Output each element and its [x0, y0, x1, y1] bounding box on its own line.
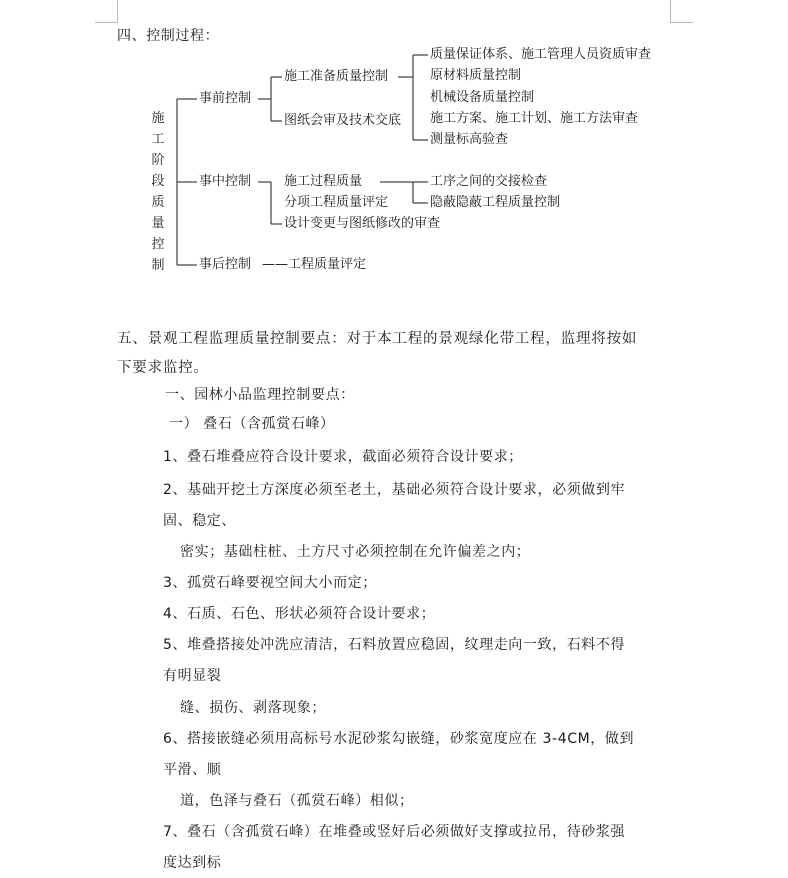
- root-char: 工: [151, 132, 165, 147]
- page-corner-mark-left: [95, 0, 118, 23]
- body-line: 缝、损伤、剥落现象；: [180, 700, 326, 716]
- body-line: 6、搭接嵌缝必须用高标号水泥砂浆勾嵌缝，砂浆宽度应在 3-4CM，做到: [163, 731, 635, 747]
- in-control-leaf: 工序之间的交接检查: [430, 174, 548, 189]
- root-char: 制: [151, 258, 165, 273]
- pre-control-leaf: 施工方案、施工计划、施工方法审查: [430, 111, 639, 126]
- body-line: 密实；基础柱桩、土方尺寸必须控制在允许偏差之内；: [180, 544, 531, 560]
- root-char: 阶: [151, 153, 165, 168]
- body-line: 平滑、顺: [163, 762, 222, 778]
- root-char: 质: [151, 195, 165, 210]
- in-control-branch: 分项工程质量评定: [284, 195, 389, 210]
- body-line: 2、基础开挖土方深度必须至老土，基础必须符合设计要求，必须做到牢: [163, 482, 626, 498]
- pre-control-label: 事前控制: [199, 91, 252, 106]
- pre-control-branch: 图纸会审及技术交底: [284, 113, 402, 128]
- in-control-branch: 施工过程质量: [284, 174, 363, 189]
- body-line: 道，色泽与叠石（孤赏石峰）相似；: [180, 793, 414, 809]
- post-control-branch: ——工程质量评定: [262, 257, 367, 272]
- in-control-leaf: 隐蔽隐蔽工程质量控制: [430, 195, 561, 210]
- root-char: 控: [151, 237, 165, 252]
- in-control-branch: 设计变更与图纸修改的审查: [284, 216, 441, 231]
- body-line: 固、稳定、: [163, 513, 236, 529]
- pre-control-branch: 施工准备质量控制: [284, 69, 389, 84]
- in-control-label: 事中控制: [199, 174, 252, 189]
- body-line: 度达到标: [163, 855, 222, 871]
- pre-control-leaf: 原材料质量控制: [430, 68, 522, 83]
- subsection-heading: 一、园林小品监理控制要点：: [165, 387, 355, 403]
- body-line: 3、孤赏石峰要视空间大小而定；: [163, 575, 377, 591]
- root-char: 段: [151, 174, 165, 189]
- pre-control-leaf: 测量标高验查: [430, 132, 509, 147]
- body-line: 5、堆叠搭接处冲洗应清洁，石料放置应稳固，纹理走向一致，石料不得: [163, 637, 626, 653]
- body-line: 7、叠石（含孤赏石峰）在堆叠或竖好后必须做好支撑或拉吊，待砂浆强: [163, 824, 626, 840]
- body-line: 4、石质、石色、形状必须符合设计要求；: [163, 606, 436, 622]
- root-char: 施: [151, 111, 165, 126]
- body-line: 1、叠石堆叠应符合设计要求，截面必须符合设计要求；: [163, 449, 523, 465]
- section5-heading-line1: 五、景观工程监理质量控制要点：对于本工程的景观绿化带工程，监理将按如: [117, 331, 638, 347]
- section4-heading: 四、控制过程：: [117, 28, 220, 44]
- pre-control-leaf: 质量保证体系、施工管理人员资质审查: [430, 47, 652, 62]
- page-corner-mark-right: [670, 0, 693, 23]
- pre-control-leaf: 机械设备质量控制: [430, 90, 535, 105]
- post-control-label: 事后控制: [199, 257, 252, 272]
- sub-subsection-heading: 一） 叠石（含孤赏石峰）: [169, 416, 335, 432]
- body-line: 有明显裂: [163, 668, 222, 684]
- root-char: 量: [151, 216, 165, 231]
- section5-heading-line2: 下要求监控。: [117, 360, 209, 376]
